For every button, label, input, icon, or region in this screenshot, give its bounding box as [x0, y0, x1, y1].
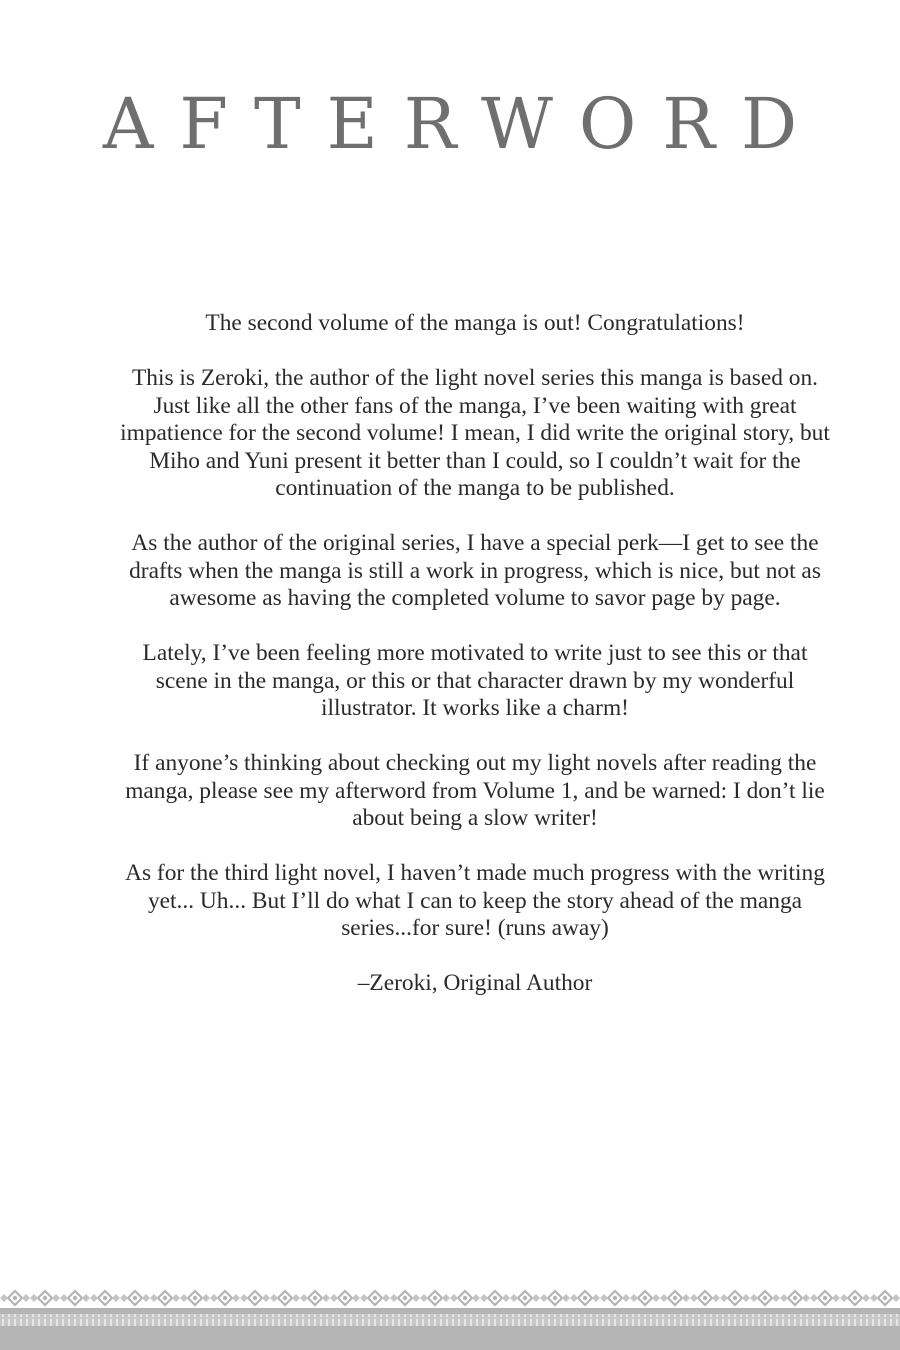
signature: –Zeroki, Original Author	[357, 970, 593, 996]
lace-border-pattern	[0, 1288, 900, 1350]
lace-border	[0, 1288, 900, 1350]
page-title: AFTERWORD	[102, 83, 824, 165]
paragraph: This is Zeroki, the author of the light novel series this manga is based on. Just like all the other fans of the manga, I’ve been waiting with great impatience for the second volume! I mean, I did write the original story, but Miho and Yuni present it better than I could, so I couldn’t wait for the continuation of the manga to be published.	[120, 365, 830, 501]
paragraph: As for the third light novel, I haven’t made much progress with the writing yet... Uh... But I’ll do what I can to keep the story ahead of the manga series...for sure! (runs away)	[125, 860, 825, 941]
paragraph: If anyone’s thinking about checking out my light novels after reading the manga, please see my afterword from Volume 1, and be warned: I don’t lie about being a slow writer!	[125, 750, 825, 831]
paragraph: The second volume of the manga is out! Congratulations!	[205, 310, 745, 336]
afterword-body	[120, 310, 830, 1025]
paragraph: As the author of the original series, I have a special perk—I get to see the drafts when the manga is still a work in progress, which is nice, but not as awesome as having the completed volume to savor page by page.	[129, 530, 821, 611]
paragraph: Lately, I’ve been feeling more motivated to write just to see this or that scene in the manga, or this or that character drawn by my wonderful illustrator. It works like a charm!	[142, 640, 808, 721]
